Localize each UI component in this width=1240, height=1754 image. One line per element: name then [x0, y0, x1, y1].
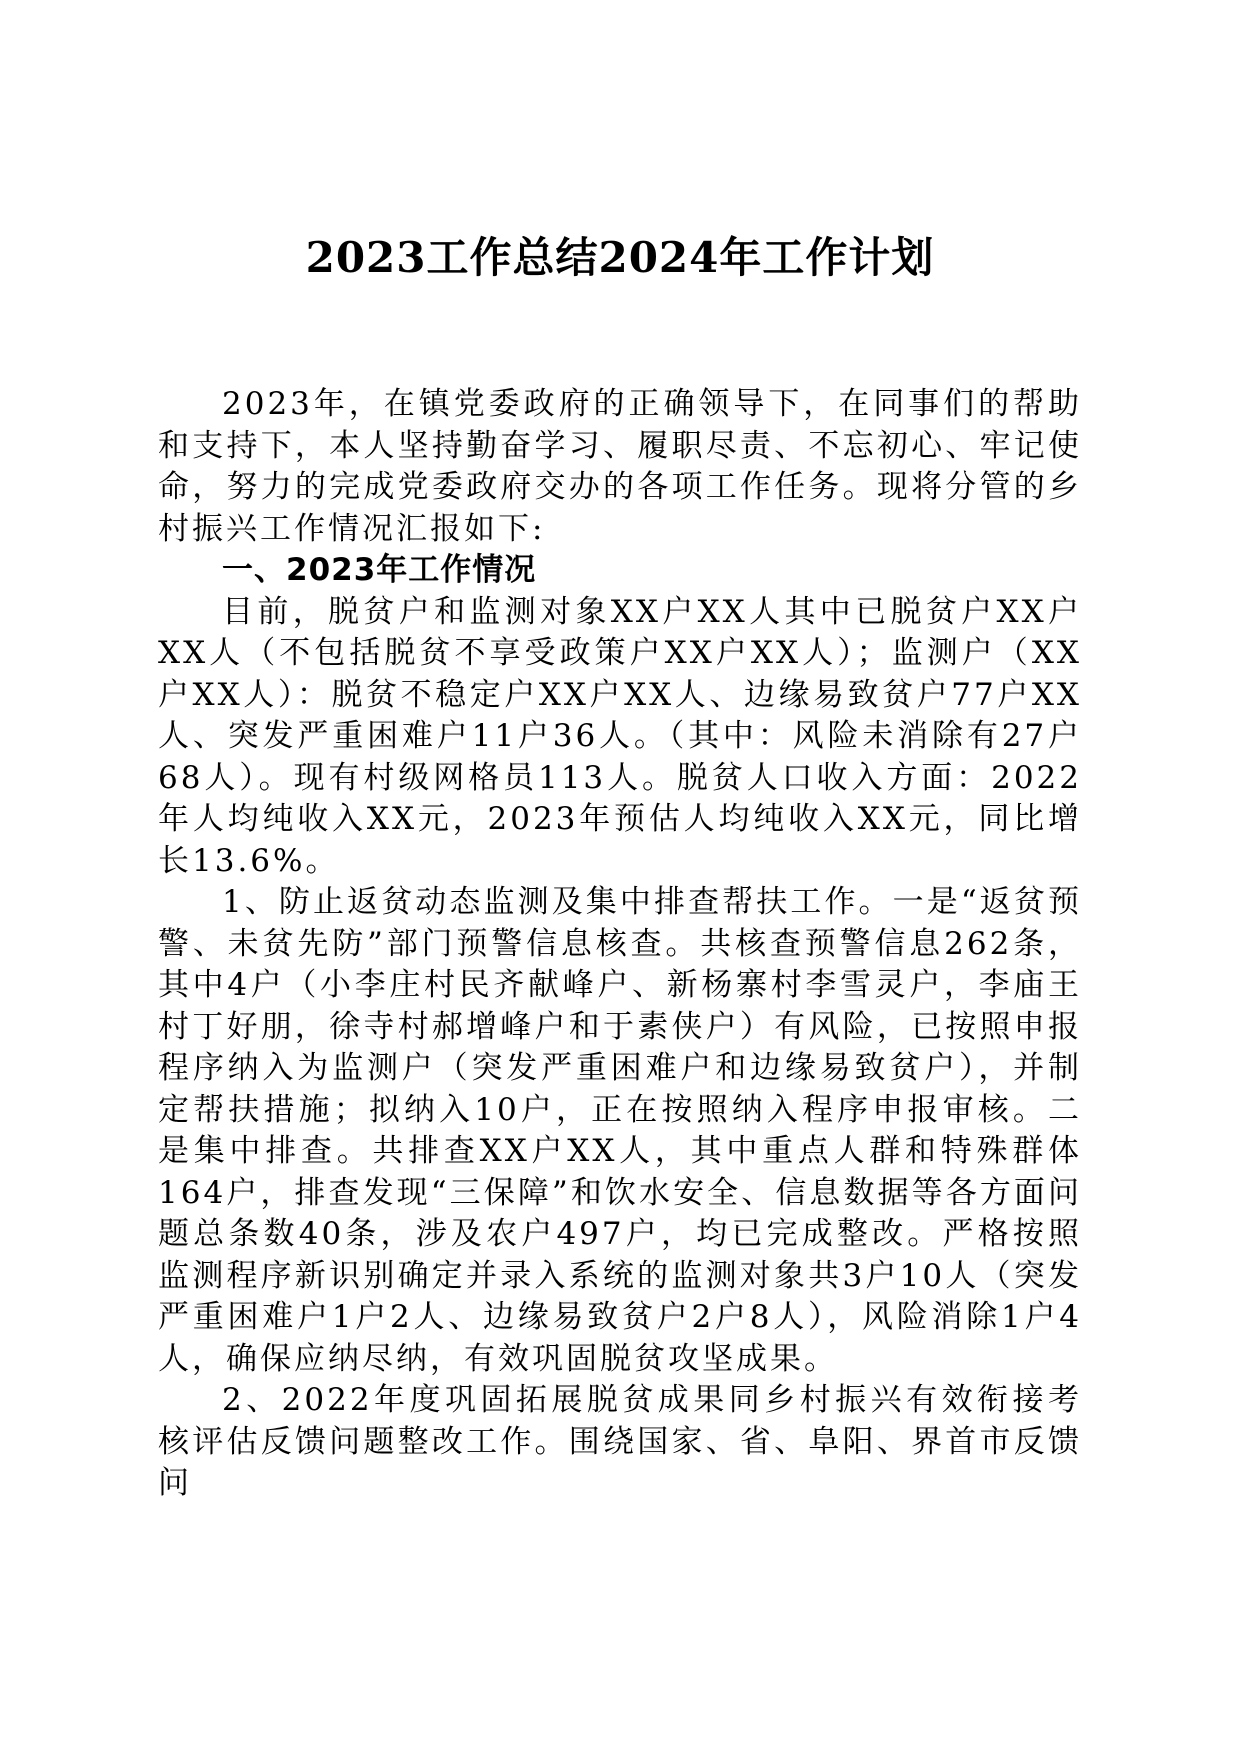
- intro-paragraph: 2023年，在镇党委政府的正确领导下，在同事们的帮助和支持下，本人坚持勤奋学习、履职尽责、不忘初心、牢记使命，努力的完成党委政府交办的各项工作任务。现将分管的乡村振兴工作情况汇报如下:: [158, 386, 1082, 547]
- item-1-paragraph: 1、防止返贫动态监测及集中排查帮扶工作。一是“返贫预警、未贫先防”部门预警信息核查。共核查预警信息262条，其中4户（小李庄村民齐献峰户、新杨寨村李雪灵户，李庙王村丁好朋，徐寺村郝增峰户和于素侠户）有风险，已按照申报程序纳入为监测户（突发严重困难户和边缘易致贫户），并制定帮扶措施；拟纳入10户，正在按照纳入程序申报审核。二是集中排查。共排查XX户XX人，其中重点人群和特殊群体164户，排查发现“三保障”和饮水安全、信息数据等各方面问题总条数40条，涉及农户497户，均已完成整改。严格按照监测程序新识别确定并录入系统的监测对象共3户10人（突发严重困难户1户2人、边缘易致贫户2户8人），风险消除1户4人，确保应纳尽纳，有效巩固脱贫攻坚成果。: [158, 884, 1082, 1377]
- item-2-paragraph: 2、2022年度巩固拓展脱贫成果同乡村振兴有效衔接考核评估反馈问题整改工作。围绕国家、省、阜阳、界首市反馈问: [158, 1382, 1082, 1501]
- overview-paragraph: 目前，脱贫户和监测对象XX户XX人其中已脱贫户XX户XX人（不包括脱贫不享受政策户XX户XX人）；监测户（XX户XX人）：脱贫不稳定户XX户XX人、边缘易致贫户77户XX人、突发严重困难户11户36人。（其中：风险未消除有27户68人）。现有村级网格员113人。脱贫人口收入方面：2022年人均纯收入XX元，2023年预估人均纯收入XX元，同比增长13.6%。: [158, 593, 1082, 879]
- document-body: [158, 384, 1082, 1505]
- section-heading: 一、2023年工作情况: [222, 552, 537, 588]
- document-title: 2023工作总结2024年工作计划: [305, 233, 935, 282]
